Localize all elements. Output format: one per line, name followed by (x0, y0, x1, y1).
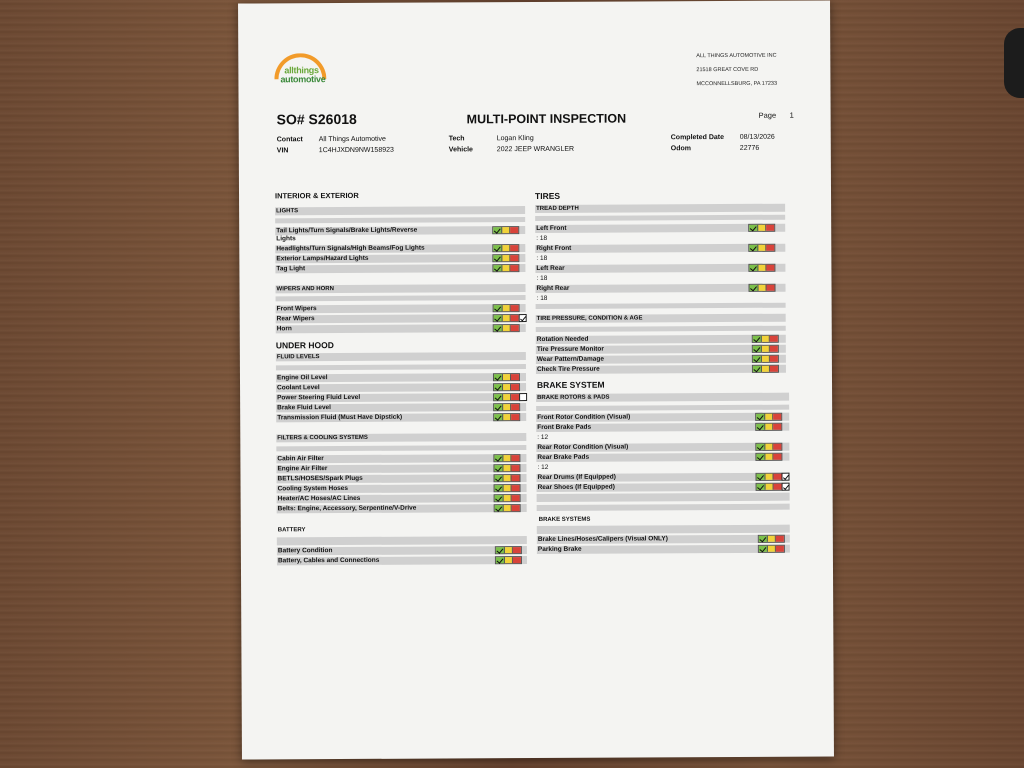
status-yellow-cell[interactable] (502, 265, 511, 271)
status-green-check-icon[interactable] (495, 505, 504, 511)
status-indicator[interactable] (752, 355, 779, 363)
inspection-item-label: Check Tire Pressure (536, 365, 600, 373)
page-title: MULTI-POINT INSPECTION (466, 111, 627, 127)
inspection-item-label: Coolant Level (277, 384, 320, 392)
empty-checkbox[interactable] (519, 393, 527, 401)
inspection-item-label: Front Rotor Condition (Visual) (537, 413, 631, 421)
brake-systems-heading: BRAKE SYSTEMS (538, 516, 591, 523)
status-indicator[interactable] (755, 423, 782, 431)
status-green-check-icon[interactable] (750, 285, 759, 291)
status-indicator[interactable] (755, 473, 782, 481)
brake-systems-bar (537, 525, 790, 534)
inspection-item-label: Rear Brake Pads (537, 453, 590, 461)
inspection-item-label: Left Rear (536, 264, 565, 272)
inspection-item-label: Exterior Lamps/Hazard Lights (276, 254, 369, 263)
status-yellow-cell[interactable] (503, 374, 512, 380)
status-red-cell[interactable] (770, 366, 778, 372)
status-green-check-icon[interactable] (757, 484, 766, 490)
status-indicator[interactable] (493, 304, 520, 312)
status-indicator[interactable] (493, 324, 520, 332)
inspection-item-label: Headlights/Turn Signals/High Beams/Fog Lights (276, 244, 425, 253)
filters-heading: FILTERS & COOLING SYSTEMS (277, 434, 368, 442)
status-green-check-icon[interactable] (753, 346, 762, 352)
status-red-cell[interactable] (512, 414, 520, 420)
contact-value: All Things Automotive (318, 135, 386, 144)
status-yellow-cell[interactable] (765, 444, 774, 450)
inspection-item-label: Rear Shoes (If Equipped) (537, 483, 615, 491)
inspection-item-label: Tire Pressure Monitor (536, 345, 604, 353)
status-yellow-cell[interactable] (505, 557, 514, 563)
lights-bar (275, 206, 525, 215)
status-red-cell[interactable] (513, 547, 521, 553)
status-red-cell[interactable] (511, 394, 519, 400)
row-strip (537, 493, 790, 502)
status-indicator[interactable] (492, 226, 519, 234)
status-green-check-icon[interactable] (494, 414, 503, 420)
page-label: Page (758, 110, 777, 120)
status-red-cell[interactable] (770, 336, 778, 342)
status-green-check-icon[interactable] (494, 455, 503, 461)
status-indicator[interactable] (495, 546, 522, 554)
status-green-check-icon[interactable] (494, 315, 503, 321)
status-green-check-icon[interactable] (495, 495, 504, 501)
status-red-cell[interactable] (512, 485, 520, 491)
inspection-item-label: Brake Lines/Hoses/Calipers (Visual ONLY) (537, 535, 668, 543)
status-yellow-cell[interactable] (765, 484, 774, 490)
status-yellow-cell[interactable] (505, 547, 514, 553)
inspection-item-label: Engine Oil Level (276, 374, 328, 382)
status-indicator[interactable] (756, 483, 783, 491)
completed-date-value: 08/13/2026 (739, 133, 775, 141)
status-indicator[interactable] (492, 244, 519, 252)
status-red-cell[interactable] (512, 475, 520, 481)
status-yellow-cell[interactable] (503, 455, 512, 461)
status-green-check-icon[interactable] (494, 325, 503, 331)
status-red-cell[interactable] (511, 255, 519, 261)
status-yellow-cell[interactable] (502, 245, 511, 251)
battery-heading: BATTERY (277, 527, 306, 534)
status-indicator[interactable] (493, 373, 520, 381)
status-yellow-cell[interactable] (762, 366, 771, 372)
status-green-check-icon[interactable] (753, 336, 762, 342)
company-logo (272, 53, 332, 89)
inspection-item-label: Cooling System Hoses (277, 484, 349, 493)
status-green-check-icon[interactable] (494, 465, 503, 471)
inspection-item-label: Front Brake Pads (537, 423, 592, 431)
status-green-check-icon[interactable] (494, 394, 503, 400)
status-red-cell[interactable] (512, 455, 520, 461)
spacer-bar (536, 405, 789, 411)
lights-heading: LIGHTS (276, 208, 299, 215)
status-red-cell[interactable] (511, 315, 519, 321)
status-indicator[interactable] (493, 413, 520, 421)
inspection-item-value: : 12 (537, 433, 549, 441)
inspection-item-label: Wear Pattern/Damage (536, 355, 604, 363)
status-green-check-icon[interactable] (493, 255, 502, 261)
status-yellow-cell[interactable] (758, 285, 767, 291)
status-yellow-cell[interactable] (502, 315, 511, 321)
status-green-check-icon[interactable] (496, 547, 505, 553)
spacer-bar (275, 217, 525, 223)
status-green-check-icon[interactable] (494, 374, 503, 380)
company-name: ALL THINGS AUTOMOTIVE INC (696, 52, 777, 60)
spacer-bar (535, 215, 785, 221)
status-red-cell[interactable] (512, 495, 520, 501)
spacer-bar (276, 445, 526, 451)
status-green-check-icon[interactable] (756, 444, 765, 450)
status-green-check-icon[interactable] (493, 245, 502, 251)
odometer-value: 22776 (739, 144, 760, 152)
odometer-label: Odom (670, 145, 692, 153)
status-yellow-cell[interactable] (761, 346, 770, 352)
status-red-cell[interactable] (767, 225, 775, 231)
logo-line-1: allthings (284, 65, 319, 76)
status-indicator[interactable] (758, 545, 785, 553)
inspection-item-label: BETLS/HOSES/Spark Plugs (277, 474, 363, 483)
status-red-cell[interactable] (511, 374, 519, 380)
logo-line-2: automotive (280, 74, 326, 85)
status-green-check-icon[interactable] (749, 245, 758, 251)
inspection-item-value: : 18 (536, 254, 548, 262)
status-green-check-icon[interactable] (493, 265, 502, 271)
company-address (696, 49, 777, 91)
status-indicator[interactable] (493, 314, 520, 322)
checked-checkbox[interactable] (781, 473, 789, 481)
status-yellow-cell[interactable] (767, 536, 776, 542)
status-indicator[interactable] (752, 335, 779, 343)
inspection-item-label: Right Rear (536, 284, 570, 292)
status-red-cell[interactable] (511, 265, 519, 271)
status-yellow-cell[interactable] (758, 225, 767, 231)
row-strip (275, 264, 525, 273)
status-red-cell[interactable] (511, 245, 519, 251)
tires-heading: TIRES (535, 190, 561, 202)
spacer-bar (536, 326, 786, 332)
status-indicator[interactable] (494, 504, 521, 512)
inspection-item-label: Left Front (536, 224, 567, 232)
status-red-cell[interactable] (767, 285, 775, 291)
inspection-item-value: : 18 (536, 274, 548, 282)
brake-system-heading: BRAKE SYSTEM (537, 379, 605, 390)
tech-value: Logan Kling (496, 135, 534, 143)
status-indicator[interactable] (752, 345, 779, 353)
spacer-bar (276, 295, 526, 301)
inspection-item-label-continued: Lights (276, 235, 296, 243)
inspection-item-value: : 18 (536, 294, 548, 302)
battery-bar (277, 536, 527, 545)
vehicle-value: 2022 JEEP WRANGLER (496, 145, 575, 154)
status-red-cell[interactable] (774, 444, 782, 450)
inspection-item-value: : 12 (537, 463, 549, 471)
inspection-item-label: Front Wipers (276, 305, 317, 313)
inspection-item-label: Tag Light (276, 265, 306, 273)
status-indicator[interactable] (494, 494, 521, 502)
under-hood-heading: UNDER HOOD (275, 340, 334, 351)
status-green-check-icon[interactable] (756, 424, 765, 430)
status-red-cell[interactable] (774, 424, 782, 430)
status-yellow-cell[interactable] (503, 404, 512, 410)
status-red-cell[interactable] (513, 557, 521, 563)
status-indicator[interactable] (493, 383, 520, 391)
status-indicator[interactable] (492, 254, 519, 262)
spacer-bar (276, 364, 526, 370)
service-order-number: SO# S26018 (276, 110, 357, 128)
tech-label: Tech (448, 135, 465, 143)
spacer-bar (536, 303, 786, 309)
inspection-item-label: Heater/AC Hoses/AC Lines (277, 494, 361, 503)
status-green-check-icon[interactable] (759, 536, 768, 542)
interior-exterior-heading: INTERIOR & EXTERIOR (275, 190, 359, 201)
tread-depth-heading: TREAD DEPTH (536, 205, 579, 212)
inspection-item-label: Rear Drums (If Equipped) (537, 473, 616, 481)
status-yellow-cell[interactable] (503, 475, 512, 481)
status-indicator[interactable] (748, 284, 775, 292)
status-red-cell[interactable] (511, 325, 519, 331)
status-red-cell[interactable] (770, 346, 778, 352)
status-indicator[interactable] (755, 443, 782, 451)
inspection-item-label: Power Steering Fluid Level (277, 393, 361, 402)
company-address-2: MCCONNELLSBURG, PA 17233 (696, 80, 778, 88)
status-green-check-icon[interactable] (756, 474, 765, 480)
status-indicator[interactable] (495, 556, 522, 564)
status-yellow-cell[interactable] (502, 325, 511, 331)
status-indicator[interactable] (492, 264, 519, 272)
device-edge (1004, 28, 1024, 98)
status-red-cell[interactable] (774, 484, 782, 490)
status-yellow-cell[interactable] (503, 505, 512, 511)
status-red-cell[interactable] (774, 474, 782, 480)
tire-pressure-heading: TIRE PRESSURE, CONDITION & AGE (536, 315, 643, 322)
inspection-item-label: Right Front (536, 244, 572, 252)
status-yellow-cell[interactable] (762, 356, 771, 362)
status-red-cell[interactable] (511, 384, 519, 390)
status-red-cell[interactable] (767, 265, 775, 271)
contact-label: Contact (276, 136, 303, 144)
inspection-item-label: Rear Wipers (276, 315, 315, 323)
inspection-item-label: Battery Condition (277, 547, 333, 555)
vin-label: VIN (276, 147, 289, 155)
status-green-check-icon[interactable] (756, 454, 765, 460)
status-indicator[interactable] (748, 224, 775, 232)
fluid-levels-heading: FLUID LEVELS (276, 354, 320, 361)
status-indicator[interactable] (748, 264, 775, 272)
inspection-item-label: Transmission Fluid (Must Have Dipstick) (277, 413, 403, 422)
inspection-item-label: Tail Lights/Turn Signals/Brake Lights/Reverse (276, 226, 418, 235)
status-green-check-icon[interactable] (753, 356, 762, 362)
inspection-item-label: Brake Fluid Level (277, 404, 331, 412)
status-indicator[interactable] (493, 403, 520, 411)
status-red-cell[interactable] (511, 227, 519, 233)
completed-date-label: Completed Date (670, 134, 725, 142)
status-green-check-icon[interactable] (493, 227, 502, 233)
inspection-item-label: Horn (276, 325, 292, 333)
status-yellow-cell[interactable] (502, 305, 511, 311)
status-green-check-icon[interactable] (494, 384, 503, 390)
status-red-cell[interactable] (511, 305, 519, 311)
status-red-cell[interactable] (770, 356, 778, 362)
status-yellow-cell[interactable] (503, 485, 512, 491)
status-yellow-cell[interactable] (502, 255, 511, 261)
inspection-item-label: Cabin Air Filter (277, 455, 324, 463)
inspection-item-value: : 18 (536, 234, 548, 242)
inspection-item-label: Rear Rotor Condition (Visual) (537, 443, 629, 451)
status-yellow-cell[interactable] (502, 227, 511, 233)
vehicle-label: Vehicle (448, 146, 473, 154)
status-red-cell[interactable] (774, 414, 782, 420)
status-green-check-icon[interactable] (753, 366, 762, 372)
status-red-cell[interactable] (767, 245, 775, 251)
brake-rotors-heading: BRAKE ROTORS & PADS (537, 394, 610, 401)
status-red-cell[interactable] (776, 546, 784, 552)
status-yellow-cell[interactable] (503, 394, 512, 400)
status-green-check-icon[interactable] (749, 225, 758, 231)
status-indicator[interactable] (752, 365, 779, 373)
status-indicator[interactable] (755, 413, 782, 421)
inspection-item-label: Engine Air Filter (277, 465, 328, 473)
status-yellow-cell[interactable] (761, 336, 770, 342)
status-green-check-icon[interactable] (756, 414, 765, 420)
company-address-1: 21518 GREAT COVE RD (696, 66, 759, 74)
status-indicator[interactable] (758, 535, 785, 543)
status-red-cell[interactable] (511, 404, 519, 410)
status-green-check-icon[interactable] (494, 475, 503, 481)
status-indicator[interactable] (755, 453, 782, 461)
status-yellow-cell[interactable] (503, 465, 512, 471)
status-yellow-cell[interactable] (765, 414, 774, 420)
status-indicator[interactable] (493, 393, 520, 401)
status-yellow-cell[interactable] (758, 245, 767, 251)
page-number: 1 (789, 110, 794, 120)
status-yellow-cell[interactable] (765, 454, 774, 460)
status-yellow-cell[interactable] (765, 474, 774, 480)
status-green-check-icon[interactable] (495, 485, 504, 491)
status-red-cell[interactable] (512, 465, 520, 471)
inspection-item-label: Rotation Needed (536, 335, 589, 343)
status-indicator[interactable] (493, 464, 520, 472)
vin-value: 1C4HJXDN9NW158923 (318, 146, 394, 155)
checked-checkbox[interactable] (519, 314, 527, 322)
inspection-sheet (238, 0, 834, 759)
status-yellow-cell[interactable] (503, 414, 512, 420)
status-red-cell[interactable] (512, 505, 520, 511)
status-indicator[interactable] (493, 454, 520, 462)
status-indicator[interactable] (748, 244, 775, 252)
status-green-check-icon[interactable] (749, 265, 758, 271)
row-strip (276, 324, 526, 333)
status-yellow-cell[interactable] (503, 384, 512, 390)
inspection-item-label: Belts: Engine, Accessory, Serpentine/V-Drive (277, 504, 417, 513)
spacer-bar (537, 504, 790, 511)
status-green-check-icon[interactable] (759, 546, 768, 552)
status-green-check-icon[interactable] (494, 404, 503, 410)
status-yellow-cell[interactable] (758, 265, 767, 271)
status-green-check-icon[interactable] (496, 557, 505, 563)
status-red-cell[interactable] (776, 536, 784, 542)
wipers-heading: WIPERS AND HORN (276, 286, 334, 293)
status-yellow-cell[interactable] (765, 424, 774, 430)
status-yellow-cell[interactable] (503, 495, 512, 501)
inspection-item-label: Battery, Cables and Connections (277, 556, 380, 565)
status-green-check-icon[interactable] (494, 305, 503, 311)
status-indicator[interactable] (494, 484, 521, 492)
status-red-cell[interactable] (774, 454, 782, 460)
status-yellow-cell[interactable] (768, 546, 777, 552)
checked-checkbox[interactable] (782, 483, 790, 491)
status-indicator[interactable] (493, 474, 520, 482)
inspection-item-label: Parking Brake (537, 545, 582, 553)
